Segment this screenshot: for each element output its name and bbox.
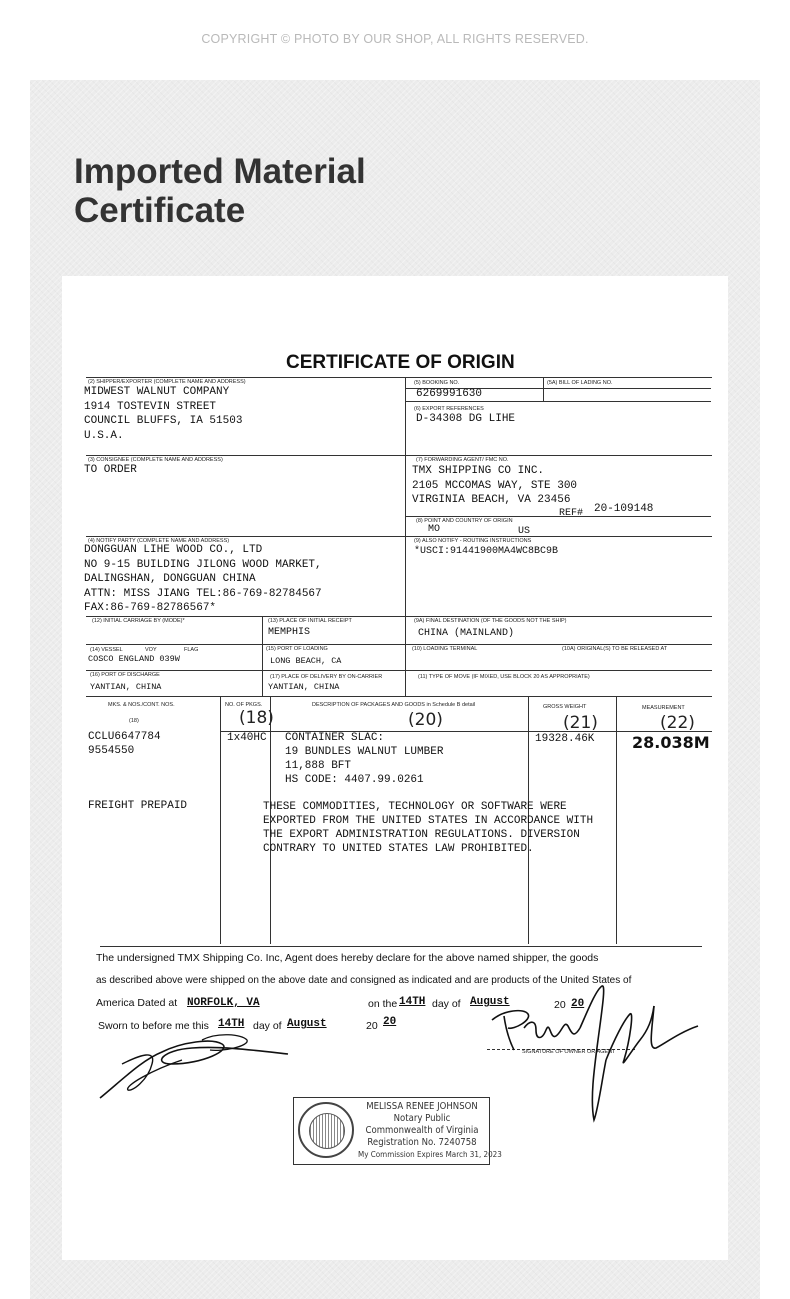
origin-country: US — [518, 526, 531, 537]
notary-name: MELISSA RENEE JOHNSON — [366, 1101, 478, 1112]
ref-number: 20-109148 — [594, 503, 654, 515]
on-the-label: on the — [368, 998, 398, 1010]
notify-line-1: DONGGUAN LIHE WOOD CO., LTD — [84, 544, 263, 556]
goods-line-1: CONTAINER SLAC: — [285, 732, 385, 744]
vessel-label: (14) VESSEL — [90, 647, 123, 653]
goods-line-3: 11,888 BFT — [285, 760, 352, 772]
port-of-discharge-label: (16) PORT OF DISCHARGE — [90, 672, 160, 678]
booking-number: 6269991630 — [416, 388, 483, 400]
port-of-loading: LONG BEACH, CA — [270, 656, 342, 666]
dated-day: 14TH — [399, 996, 426, 1008]
forwarding-line-2: 2105 MCCOMAS WAY, STE 300 — [412, 479, 578, 492]
forwarding-line-3: VIRGINIA BEACH, VA 23456 — [412, 494, 571, 506]
goods-line-4: HS CODE: 4407.99.0261 — [285, 774, 424, 786]
notify-line-5: FAX:86-769-82786567* — [84, 602, 217, 614]
sworn-day: 14TH — [218, 1018, 245, 1030]
bill-of-lading-label: (5A) BILL OF LADING NO. — [547, 380, 613, 386]
place-of-delivery: YANTIAN, CHINA — [268, 682, 340, 692]
notary-expiry: My Commission Expires March 31, 2023 — [358, 1150, 502, 1159]
initial-carriage-label: (12) INITIAL CARRIAGE BY (MODE)* — [92, 618, 185, 624]
notify-line-3: DALINGSHAN, DONGGUAN CHINA — [84, 573, 256, 585]
container-number: CCLU6647784 — [88, 731, 161, 743]
place-of-receipt-label: (13) PLACE OF INITIAL RECEIPT — [268, 618, 352, 624]
also-notify-label: (9) ALSO NOTIFY - ROUTING INSTRUCTIONS — [414, 538, 532, 544]
ref-label: REF# — [559, 508, 584, 519]
dated-prefix: America Dated at — [96, 997, 178, 1009]
dated-place: NORFOLK, VA — [187, 997, 260, 1009]
sworn-year: 20 — [383, 1016, 397, 1028]
point-of-origin-label: (8) POINT AND COUNTRY OF ORIGIN — [416, 518, 513, 524]
consignee-label: (3) CONSIGNEE (COMPLETE NAME AND ADDRESS) — [88, 457, 223, 463]
certificate-title: CERTIFICATE OF ORIGIN — [286, 352, 515, 373]
vessel: COSCO ENGLAND 039W — [88, 654, 180, 664]
forwarding-line-1: TMX SHIPPING CO INC. — [412, 465, 545, 477]
sworn-month: August — [287, 1018, 327, 1030]
voy-label: VOY — [145, 647, 157, 653]
heading-line-1: Imported Material — [74, 152, 366, 191]
sworn-day-of: day of — [253, 1020, 282, 1032]
statement-line-4: CONTRARY TO UNITED STATES LAW PROHIBITED. — [263, 843, 534, 855]
export-references-label: (6) EXPORT REFERENCES — [414, 406, 484, 412]
shipper-line-4: U.S.A. — [84, 429, 124, 442]
seal-number: 9554550 — [88, 745, 135, 757]
agent-signature-icon — [484, 980, 704, 1125]
final-destination: CHINA (MAINLAND) — [418, 628, 515, 639]
place-of-delivery-label: (17) PLACE OF DELIVERY BY ON-CARRIER — [270, 674, 383, 680]
gross-weight-value: 19328.46K — [535, 733, 595, 745]
gross-weight-column-number: (21) — [563, 713, 598, 733]
notary-registration: Registration No. 7240758 — [367, 1137, 477, 1148]
place-of-receipt: MEMPHIS — [268, 627, 311, 638]
origin-state: MO — [428, 524, 441, 535]
declaration-line-1: The undersigned TMX Shipping Co. Inc, Agent does hereby declare for the above named shipper, the goods — [96, 952, 599, 964]
copyright-notice: COPYRIGHT © PHOTO BY OUR SHOP, ALL RIGHTS RESERVED. — [201, 32, 589, 46]
measurement-value: 28.038M — [632, 733, 710, 752]
shipper-line-3: COUNCIL BLUFFS, IA 51503 — [84, 415, 243, 427]
gross-weight-label: GROSS WEIGHT — [543, 704, 587, 710]
loading-terminal-label: (10) LOADING TERMINAL — [412, 646, 478, 652]
usci-number: *USCI:91441900MA4WC8BC9B — [414, 546, 559, 557]
type-of-move-label: (11) TYPE OF MOVE (IF MIXED, USE BLOCK 20 AS APPROPRIATE) — [418, 674, 590, 680]
shipper-line-1: MIDWEST WALNUT COMPANY — [84, 386, 230, 398]
statement-line-2: EXPORTED FROM THE UNITED STATES IN ACCORDANCE WITH — [263, 815, 594, 827]
heading-line-2: Certificate — [74, 191, 246, 230]
notary-title: Notary Public — [393, 1113, 451, 1124]
final-destination-label: (9A) FINAL DESTINATION (OF THE GOODS NOT THE SHIP) — [414, 618, 567, 624]
freight-terms: FREIGHT PREPAID — [88, 800, 188, 812]
notify-line-4: ATTN: MISS JIANG TEL:86-769-82784567 — [84, 587, 322, 600]
sworn-prefix: Sworn to before me this — [98, 1020, 209, 1032]
forwarding-agent-label: (7) FORWARDING AGENT/ FMC NO. — [416, 457, 509, 463]
pkgs-column-label: NO. OF PKGS. — [225, 702, 263, 708]
notary-signature-icon — [92, 1030, 292, 1102]
notify-party-label: (4) NOTIFY PARTY (COMPLETE NAME AND ADDRESS) — [88, 538, 230, 544]
description-column-number: (20) — [408, 710, 443, 730]
port-of-loading-label: (15) PORT OF LOADING — [266, 646, 328, 652]
virginia-seal-icon — [298, 1102, 354, 1158]
consignee-line-1: TO ORDER — [84, 464, 137, 476]
shipper-line-2: 1914 TOSTEVIN STREET — [84, 400, 217, 413]
shipper-label: (2) SHIPPER/EXPORTER (COMPLETE NAME AND ADDRESS) — [88, 379, 246, 385]
export-reference: D-34308 DG LIHE — [416, 413, 516, 425]
statement-line-1: THESE COMMODITIES, TECHNOLOGY OR SOFTWARE WERE — [263, 801, 567, 813]
notary-stamp — [293, 1097, 502, 1165]
signature-label: SIGNATURE OF OWNER OR AGENT — [522, 1049, 616, 1055]
declaration-line-2: as described above were shipped on the above date and consigned as indicated and are products of the United States of — [96, 975, 632, 986]
measurement-label: MEASUREMENT — [642, 705, 685, 711]
notify-line-2: NO 9-15 BUILDING JILONG WOOD MARKET, — [84, 558, 322, 571]
originals-label: (10A) ORIGINAL(S) TO BE RELEASED AT — [562, 646, 668, 652]
page-heading — [74, 152, 366, 230]
notary-commonwealth: Commonwealth of Virginia — [365, 1125, 479, 1136]
goods-line-2: 19 BUNDLES WALNUT LUMBER — [285, 746, 444, 758]
measurement-column-number: (22) — [660, 713, 695, 733]
dated-month: August — [470, 996, 510, 1008]
flag-label: FLAG — [184, 647, 199, 653]
booking-label: (5) BOOKING NO. — [414, 380, 460, 386]
pkgs-value: 1x40HC — [227, 732, 267, 744]
statement-line-3: THE EXPORT ADMINISTRATION REGULATIONS. DIVERSION — [263, 829, 580, 841]
day-of-label: day of — [432, 998, 461, 1010]
dated-year: 20 — [571, 998, 585, 1010]
marks-column-number: (18) — [129, 718, 139, 724]
sworn-year-prefix: 20 — [366, 1020, 378, 1032]
marks-column-label: MKS. & NOS./CONT. NOS. — [108, 702, 175, 708]
pkgs-column-number: (18) — [239, 708, 274, 728]
description-column-label: DESCRIPTION OF PACKAGES AND GOODS in Schedule B detail — [312, 702, 476, 708]
year-prefix: 20 — [554, 999, 566, 1011]
port-of-discharge: YANTIAN, CHINA — [90, 682, 162, 692]
